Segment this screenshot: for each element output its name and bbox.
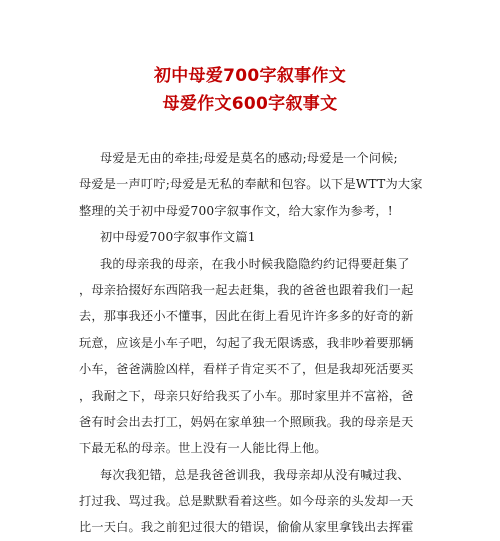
- title-line-1: 初中母爱700字叙事作文: [153, 66, 347, 86]
- paragraph-line: 整理的关于初中母爱700字叙事作文，给大家作为参考，!: [79, 203, 393, 218]
- paragraph-line: 每次我犯错，总是我爸爸训我，我母亲却从没有喊过我、: [100, 467, 410, 482]
- paragraph-line: 去，那事我还小不懂事，因此在街上看见许许多多的好奇的新: [79, 309, 414, 324]
- paragraph-line: ，我耐之下，母亲只好给我买了小车。那时家里并不富裕，爸: [79, 388, 414, 403]
- paragraph-line: 我的母亲我的母亲，在我小时候我隐隐约约记得要赶集了: [100, 256, 410, 271]
- paragraph-line: 母爱是无由的牵挂;母爱是莫名的感动;母爱是一个问候;: [100, 151, 398, 165]
- paragraph-line: 爸有时会出去打工，妈妈在家单独一个照顾我。我的母亲是天: [79, 414, 414, 429]
- paragraph-line: 母爱是一声叮咛;母爱是无私的奉献和包容。以下是WTT为大家: [79, 177, 423, 192]
- article-body: [79, 145, 431, 541]
- document-title: [0, 62, 500, 118]
- paragraph-line: 下最无私的母亲。世上没有一人能比得上他。: [79, 441, 327, 456]
- paragraph-line: 玩意，应该是小车子吧，勾起了我无限诱惑，我非吵着要那辆: [79, 335, 414, 350]
- paragraph-line: 打过我、骂过我。总是默默看着这些。如今母亲的头发却一天: [79, 494, 414, 509]
- paragraph-line: 小车，爸爸满脸凶样，看样子肯定买不了，但是我却死活要买: [79, 362, 414, 377]
- title-line-2: 母爱作文600字叙事文: [162, 94, 338, 114]
- paragraph-line: ，母亲拾掇好东西陪我一起去赶集，我的爸爸也跟着我们一起: [79, 282, 414, 297]
- section-heading: 初中母爱700字叙事作文篇1: [100, 230, 256, 245]
- paragraph-line: 比一天白。我之前犯过很大的错误，偷偷从家里拿钱出去挥霍: [79, 520, 414, 535]
